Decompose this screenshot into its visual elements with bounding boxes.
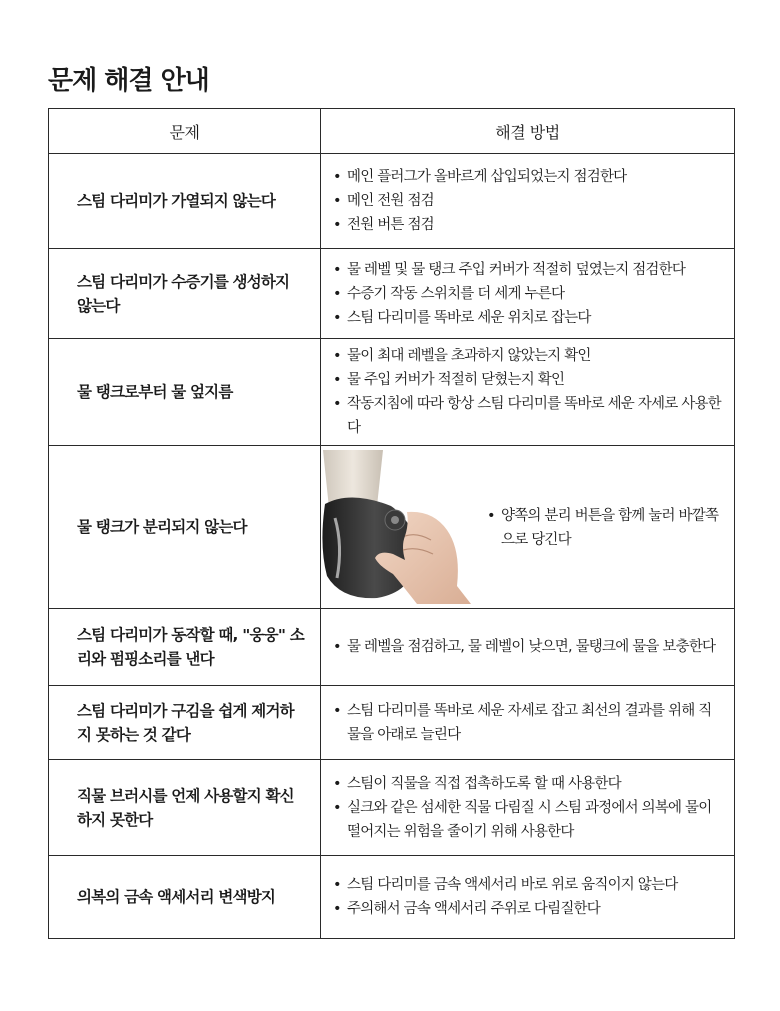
solution-cell bbox=[321, 609, 735, 686]
solution-list bbox=[333, 772, 724, 844]
solution-list bbox=[487, 504, 727, 552]
solution-list bbox=[333, 344, 724, 440]
table-row bbox=[49, 154, 735, 249]
table-row bbox=[49, 856, 735, 939]
solution-item: • 스팀 다리미를 금속 액세서리 바로 위로 움직이지 않는다 bbox=[333, 873, 724, 897]
solution-cell bbox=[321, 249, 735, 339]
troubleshooting-table bbox=[48, 108, 735, 939]
solution-item: • 양쪽의 분리 버튼을 함께 눌러 바깥쪽으로 당긴다 bbox=[487, 504, 727, 552]
problem-cell: 물 탱크가 분리되지 않는다 bbox=[49, 446, 321, 609]
problem-cell: 스팀 다리미가 구김을 쉽게 제거하지 못하는 것 같다 bbox=[49, 686, 321, 760]
solution-item: • 메인 플러그가 올바르게 삽입되었는지 점검한다 bbox=[333, 165, 724, 189]
solution-cell bbox=[321, 686, 735, 760]
problem-cell: 물 탱크로부터 물 엎지름 bbox=[49, 339, 321, 446]
solution-list bbox=[333, 635, 724, 659]
solution-item: • 물이 최대 레벨을 초과하지 않았는지 확인 bbox=[333, 344, 724, 368]
solution-item: • 물 주입 커버가 적절히 닫혔는지 확인 bbox=[333, 368, 724, 392]
solution-list bbox=[333, 258, 724, 330]
header-solution: 해결 방법 bbox=[321, 109, 735, 154]
solution-item: • 주의해서 금속 액세서리 주위로 다림질한다 bbox=[333, 897, 724, 921]
solution-item: • 메인 전원 점검 bbox=[333, 189, 724, 213]
problem-cell: 스팀 다리미가 가열되지 않는다 bbox=[49, 154, 321, 249]
solution-item: • 물 레벨 및 물 탱크 주입 커버가 적절히 덮였는지 점검한다 bbox=[333, 258, 724, 282]
table-row bbox=[49, 609, 735, 686]
solution-item: • 수증기 작동 스위치를 더 세게 누른다 bbox=[333, 282, 724, 306]
header-problem: 문제 bbox=[49, 109, 321, 154]
solution-list bbox=[333, 873, 724, 921]
solution-cell bbox=[321, 339, 735, 446]
table-header-row bbox=[49, 109, 735, 154]
solution-cell bbox=[321, 760, 735, 856]
solution-cell bbox=[321, 856, 735, 939]
solution-item: • 실크와 같은 섬세한 직물 다림질 시 스팀 과정에서 의복에 물이 떨어지는 위험을 줄이기 위해 사용한다 bbox=[333, 796, 724, 844]
solution-item: • 전원 버튼 점검 bbox=[333, 213, 724, 237]
problem-cell: 의복의 금속 액세서리 변색방지 bbox=[49, 856, 321, 939]
solution-list bbox=[333, 699, 724, 747]
solution-item: • 스팀이 직물을 직접 접촉하도록 할 때 사용한다 bbox=[333, 772, 724, 796]
solution-cell bbox=[321, 154, 735, 249]
table-row bbox=[49, 339, 735, 446]
table-row bbox=[49, 249, 735, 339]
problem-cell: 직물 브러시를 언제 사용할지 확신하지 못한다 bbox=[49, 760, 321, 856]
tank-release-illustration bbox=[321, 446, 481, 606]
problem-cell: 스팀 다리미가 수증기를 생성하지 않는다 bbox=[49, 249, 321, 339]
solution-item: • 작동지침에 따라 항상 스팀 다리미를 똑바로 세운 자세로 사용한다 bbox=[333, 392, 724, 440]
table-row bbox=[49, 446, 735, 609]
solution-item: • 스팀 다리미를 똑바로 세운 위치로 잡는다 bbox=[333, 306, 724, 330]
problem-cell: 스팀 다리미가 동작할 때, "웅웅" 소리와 펌핑소리를 낸다 bbox=[49, 609, 321, 686]
page-title: 문제 해결 안내 bbox=[48, 66, 209, 96]
solution-cell bbox=[321, 446, 735, 609]
table-row bbox=[49, 686, 735, 760]
solution-item: • 스팀 다리미를 똑바로 세운 자세로 잡고 최선의 결과를 위해 직물을 아래로 늘린다 bbox=[333, 699, 724, 747]
table-row bbox=[49, 760, 735, 856]
solution-item: • 물 레벨을 점검하고, 물 레벨이 낮으면, 물탱크에 물을 보충한다 bbox=[333, 635, 724, 659]
solution-list bbox=[333, 165, 724, 237]
